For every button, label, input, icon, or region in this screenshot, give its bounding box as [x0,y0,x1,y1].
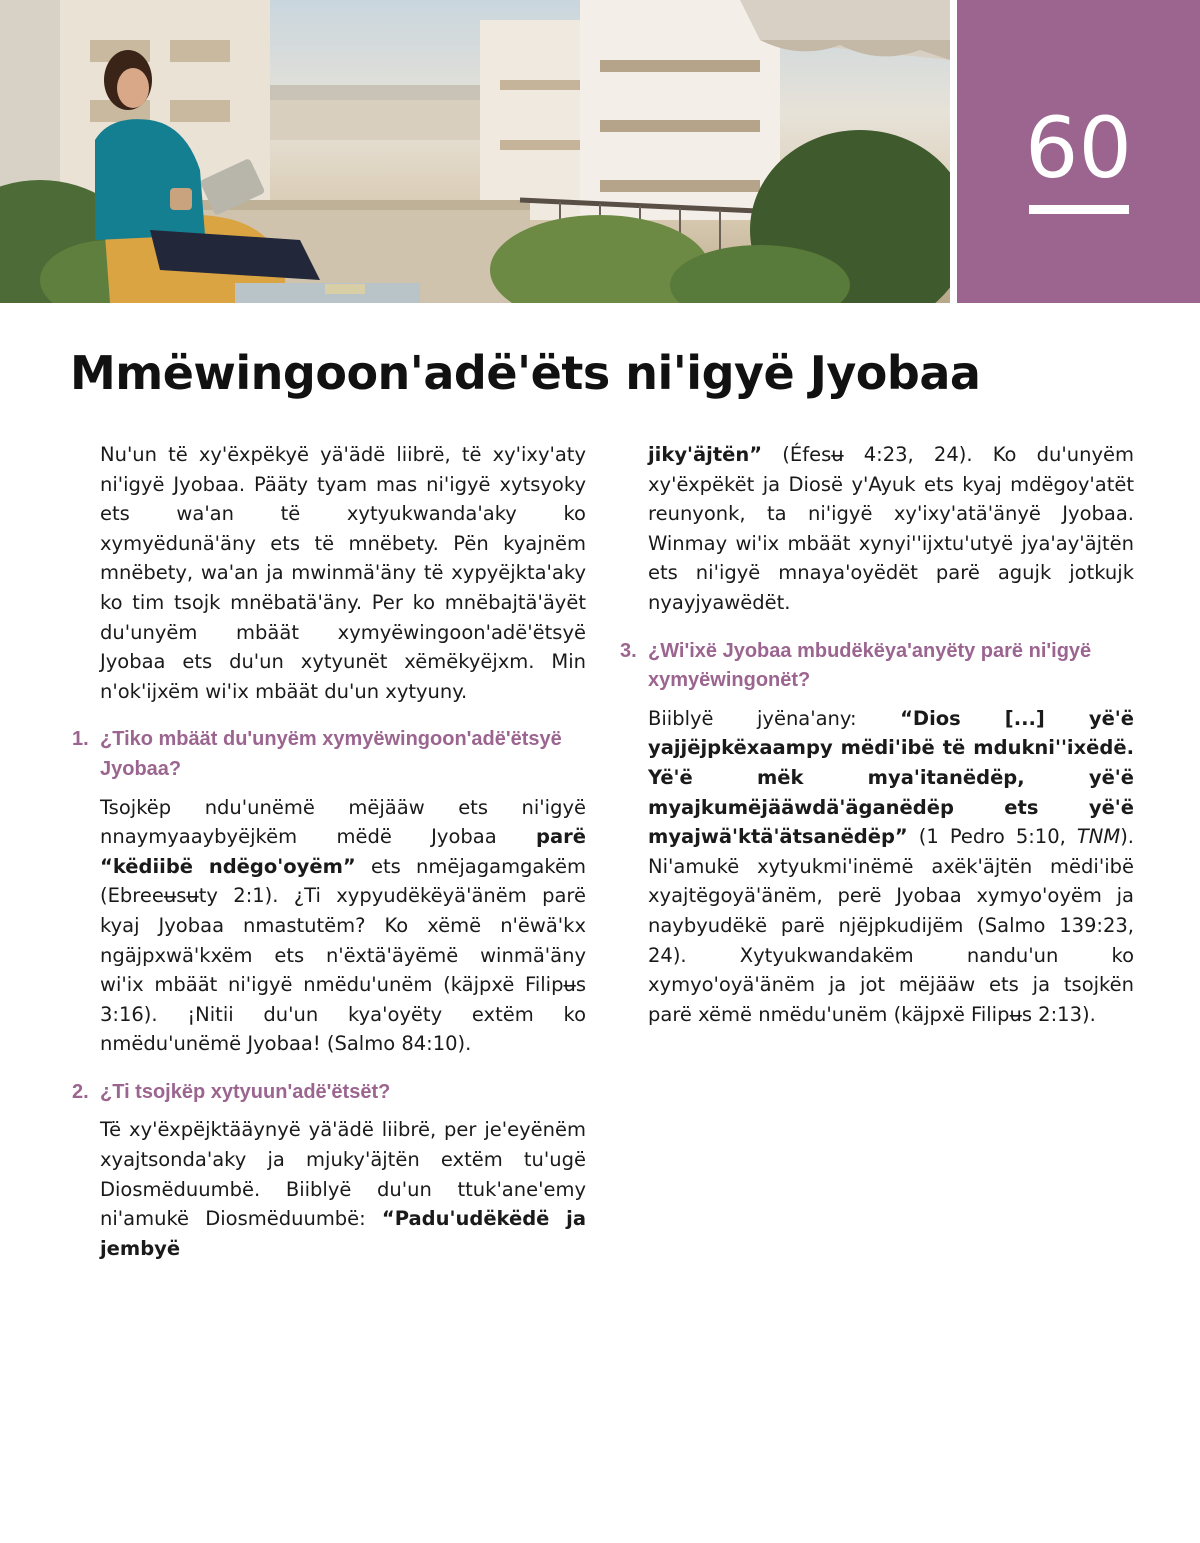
question-3-text: ¿Wi'ixë Jyobaa mbudëkëya'anyëty parë ni'igyë xymyëwingonët? [648,639,1092,692]
bold-text: jiky'äjtën” [648,443,763,466]
question-2 [72,1078,586,1108]
bold-text: parë “këdiibë ndëgo'oyëm” [100,825,586,878]
text-run: Nu'un të xy'ëxpëkyë yä'ädë liibrë, të xy'ixy'aty ni'igyë Jyobaa. Pääty tyam mas ni'igyë xytsyoky ets wa'an të xytyukwanda'aky ko xymyëdunä'äny ets të mnëbety. Pën kyajnëm mnëbety, wa'an ja mwinmä'äny të xypyëjkta'aky ko tim tsojk mnëbatä'äny. Per ko mnëbajtä'äyët du'unyëm mbäät xymyëwingoon'adë'ëtsyë Jyobaa ets du'un xytyunët xëmëkyëjxm. Min n'ok'ijxëm wi'ix mbäät du'un xytyuny. [100,443,586,703]
question-2-number: 2. [72,1080,89,1103]
bold-text: “Padu'udëkëdë ja jembyë [100,1207,586,1260]
right-column [620,440,1134,1029]
lesson-number-block [957,0,1200,303]
question-1 [72,725,586,784]
intro-paragraph [100,440,586,706]
question-3-answer [648,704,1134,1030]
question-1-text: ¿Tiko mbäät du'unyëm xymyëwingoon'adë'ëtsyë Jyobaa? [100,728,562,780]
question-2-text: ¿Ti tsojkëp xytyuun'adë'ëtsët? [100,1080,391,1103]
text-run: (1 Pedro 5:10, [907,825,1077,849]
lesson-number: 60 [1025,99,1132,197]
text-run: (Éfesʉ 4:23, 24). Ko du'unyëm xy'ëxpëkët ja Diosë y'Ayuk ets kyaj mdëgoy'atët reunyonk, ta ni'igyë xy'ixy'atä'änyë Jyobaa. Winmay wi'ix mbäät xynyi''ijxtu'utyë jya'ay'äjtën ets ni'igyë mnaya'oyëdët parë agujk jotkujk nyayjyawëdët. [648,443,1134,614]
question-1-answer [100,793,586,1059]
question-3 [620,637,1134,696]
question-3-number: 3. [620,639,637,662]
italic-text: TNM [1076,825,1121,849]
header-photo [0,0,950,303]
left-column [72,440,586,1263]
question-2-answer-continued [648,440,1134,618]
text-run: Tsojkëp ndu'unëmë mëjääw ets ni'igyë nnaymyaaybyëjkëm mëdë Jyobaa [100,795,586,849]
text-run: ). Ni'amukë xytyukmi'inëmë axëk'äjtën mëdi'ibë xyajtëgoyä'änëm, perë Jyobaa xymyo'oyëm ja naybyudëkë parë njëjpkudijëm (Salmo 139:23, 24). Xytyukwandakëm nandu'un ko xymyo'oyä'änëm ja jot mëjääw ets ja tsojkën parë xëmë nmëdu'unëm (käjpxë Filipʉs 2:13). [648,825,1134,1026]
text-run: ets nmëjagamgakëm (Ebreeʉsʉty 2:1). ¿Ti xypyudëkëyä'änëm parë kyaj Jyobaa nmastutëm? Ko xëmë n'ëwä'kx ngäjpxwä'kxëm ets n'ëxtä'äyëmë winmä'äny wi'ix mbäät ni'igyë nmëdu'unëm (käjpxë Filipʉs 3:16). ¡Nitii du'un kya'oyëty extëm ko nmëdu'unëmë Jyobaa! (Salmo 84:10). [100,854,586,1056]
text-run: Biiblyë jyëna'any: [648,706,901,730]
lesson-number-underline [1029,205,1129,214]
bold-text: “Dios [...] yë'ë yajjëjpkëxaampy mëdi'ibë të mdukni''ixëdë. Yë'ë mëk mya'itanëdëp, yë'ë myajkumëjääwdä'äganëdëp ets yë'ë myajwä'ktä'ätsanëdëp” [648,706,1134,849]
balcony-scene-illustration [0,0,950,303]
question-2-answer [100,1115,586,1263]
page-title: Mmëwingoon'adë'ëts ni'igyë Jyobaa [70,346,981,400]
question-1-number: 1. [72,728,89,751]
text-run: Të xy'ëxpëjktääynyë yä'ädë liibrë, per je'eyënëm xyajtsonda'aky ja mjuky'äjtën extëm tu'ugë Diosmëduumbë. Biiblyë du'un ttuk'ane'emy ni'amukë Diosmëduumbë: [100,1118,586,1231]
